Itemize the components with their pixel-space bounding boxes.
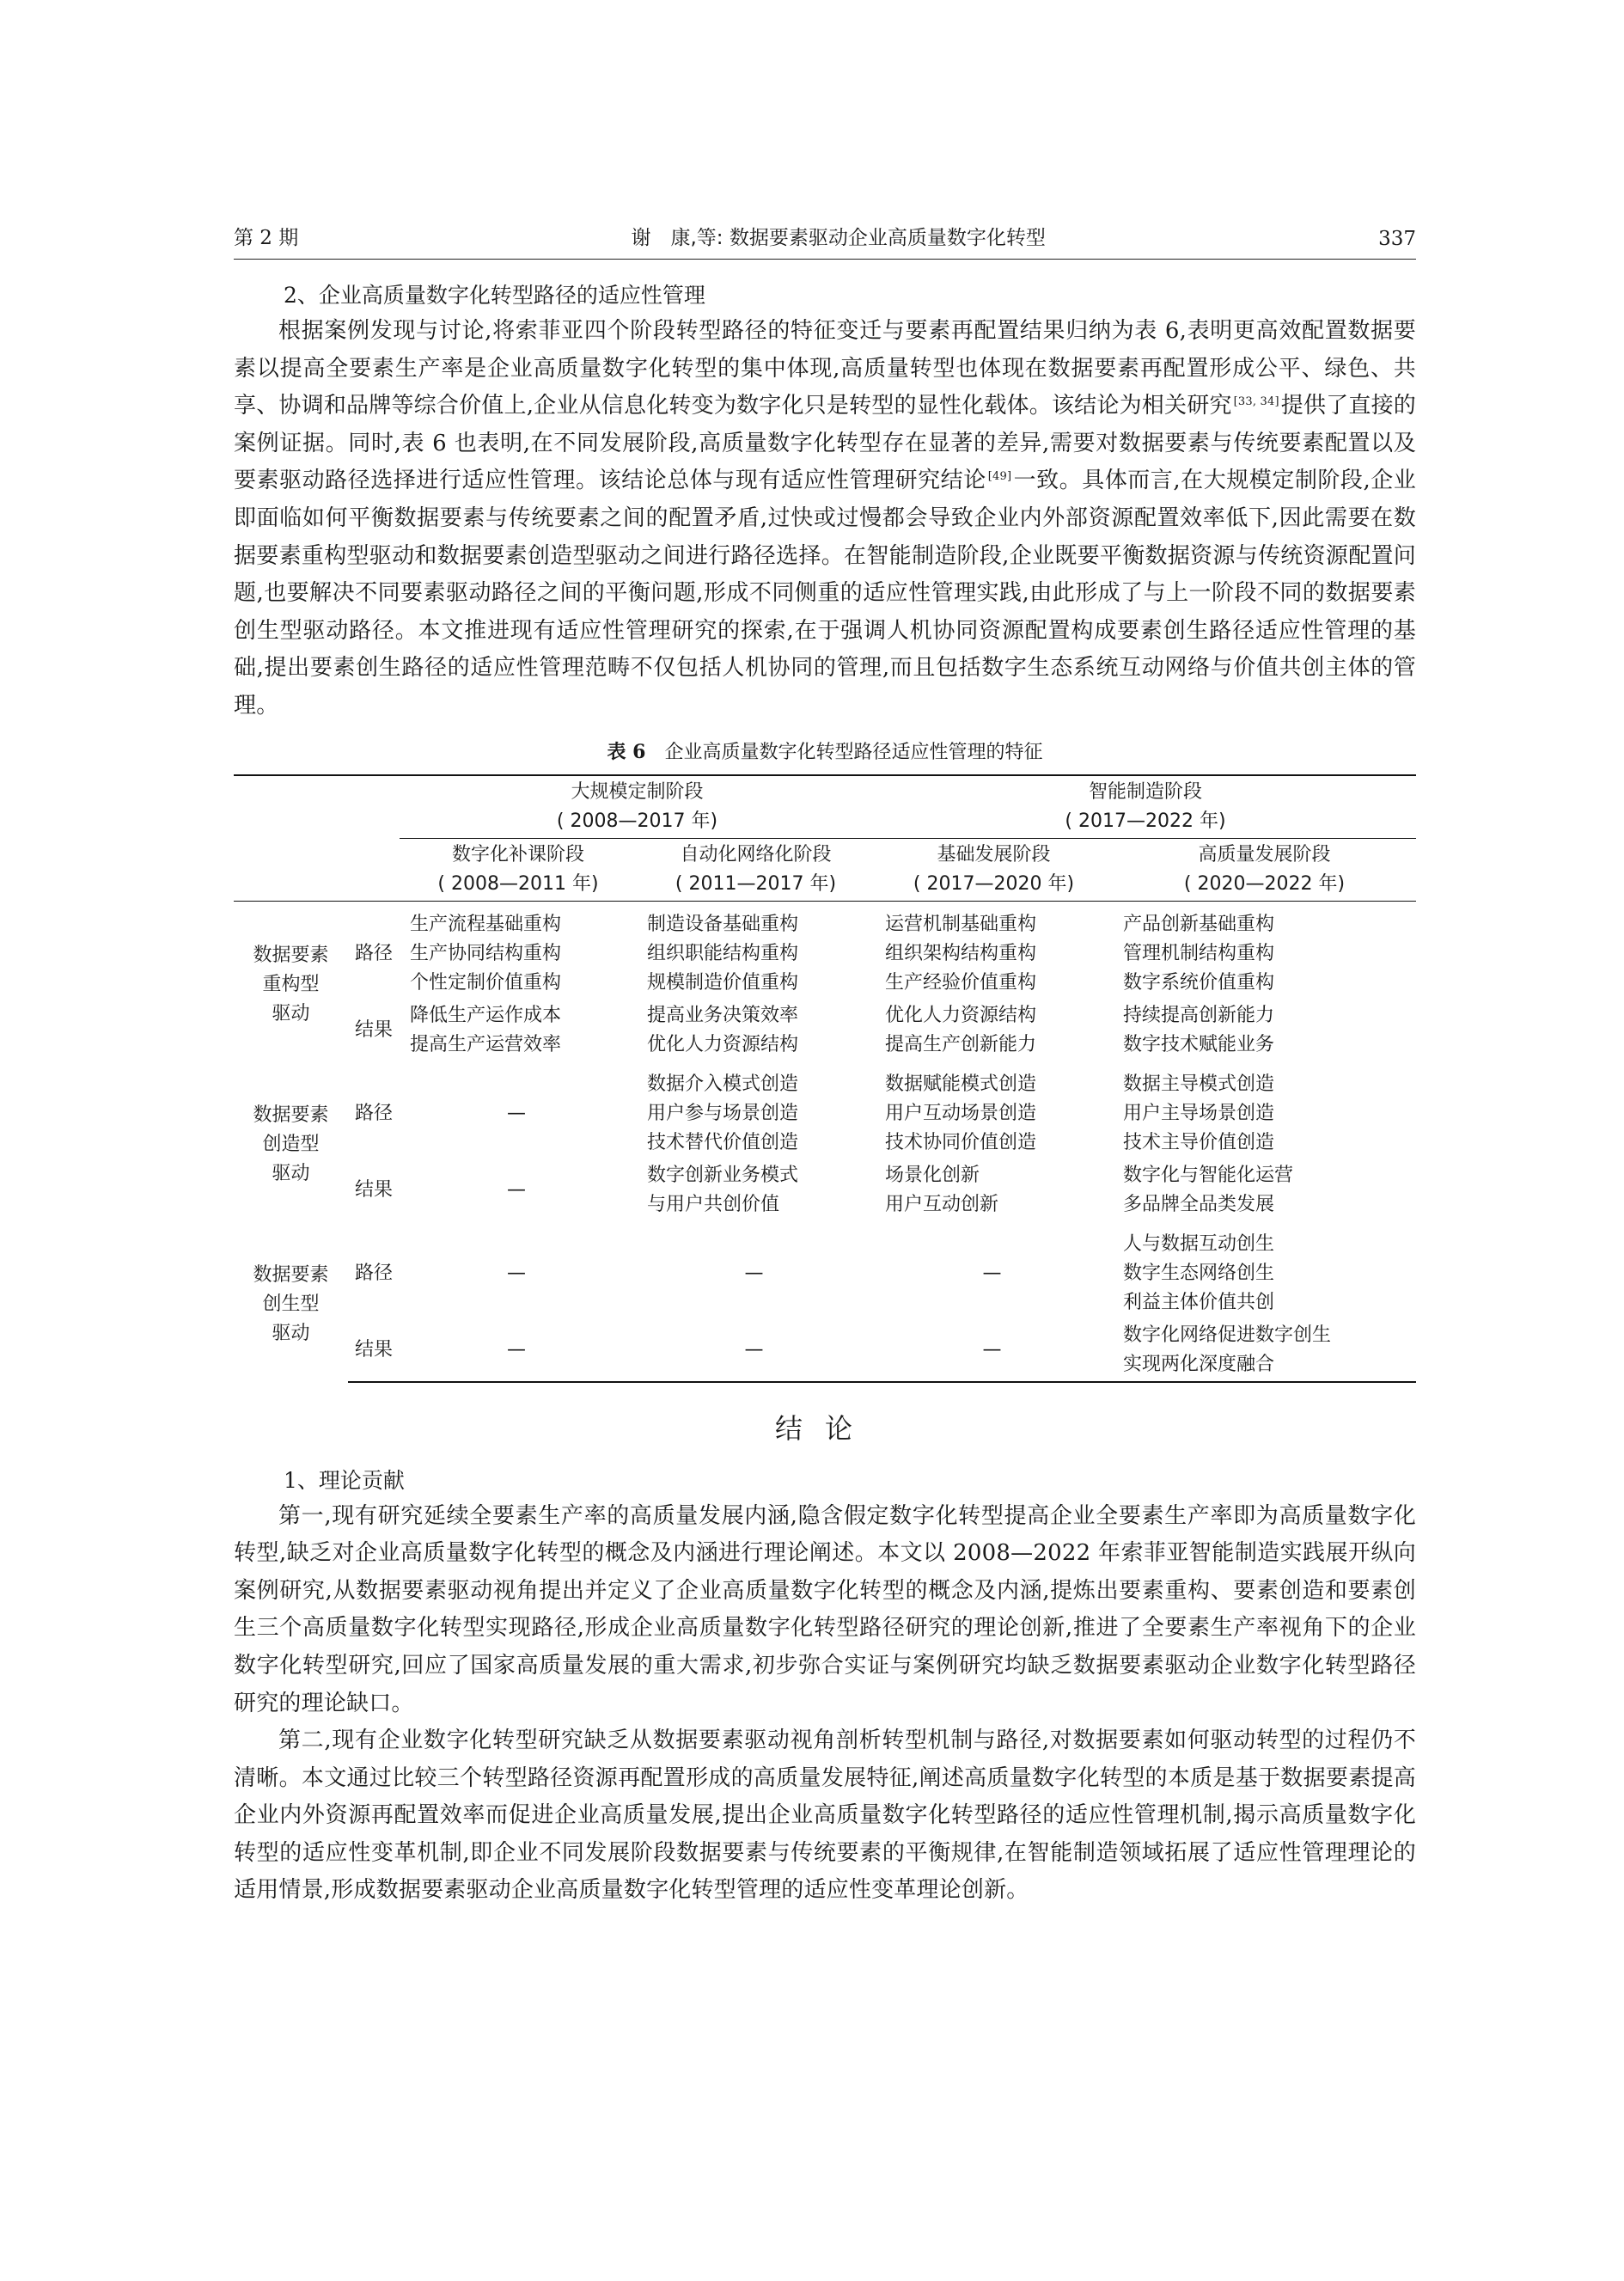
body-paragraph xyxy=(234,313,1416,725)
stage-years: ( 2017—2020 年) xyxy=(913,872,1075,895)
table-row xyxy=(234,1159,1416,1221)
table-cell: — xyxy=(507,1102,526,1124)
table-cell: 制造设备基础重构 组织职能结构重构 规模制造价值重构 xyxy=(647,913,799,994)
table-cell: — xyxy=(400,1319,637,1382)
phase-years: ( 2017—2022 年) xyxy=(1065,810,1226,832)
table-cell: — xyxy=(507,1262,526,1284)
corner-cell xyxy=(234,838,348,901)
body-paragraph: 第一,现有研究延续全要素生产率的高质量发展内涵,隐含假定数字化转型提高企业全要素生产率即为高质量数字化转型,缺乏对企业高质量数字化转型的概念及内涵进行理论阐述。本文以 2008—2022 年索菲亚智能制造实践展开纵向案例研究,从数据要素驱动视角提出并定义了企业高质量数字化转型的概念及内涵,提炼出要素重构、要素创造和要素创生三个高质量数字化转型实现路径,形成企业高质量数字化转型路径研究的理论创新,推进了全要素生产率视角下的企业数字化转型研究,回应了国家高质量发展的重大需求,初步弥合实证与案例研究均缺乏数据要素驱动企业数字化转型路径研究的理论缺口。 xyxy=(234,1502,1416,1716)
stage-years: ( 2008—2011 年) xyxy=(437,872,599,895)
conclusion-heading: 结论 xyxy=(774,1411,875,1445)
table-cell: — xyxy=(982,1262,1002,1284)
paragraph-text: 提供了直接的案例证据。同时,表 6 也表明,在不同发展阶段,高质量数字化转型存在显著的差异,需要对数据要素与传统要素配置以及要素驱动路径选择进行适应性管理。该结论总体与现有适应性管理研究结论 xyxy=(234,393,1416,494)
stage-header xyxy=(1113,838,1416,901)
corner-cell xyxy=(234,775,348,839)
table-cell: 降低生产运作成本 提高生产运营效率 xyxy=(410,1004,562,1055)
table-cell: 数据赋能模式创造 用户互动场景创造 技术协同价值创造 xyxy=(885,1073,1037,1153)
row-label: 路径 xyxy=(354,1102,393,1124)
stage-header xyxy=(400,838,637,901)
subsection-heading: 1、理论贡献 xyxy=(284,1467,405,1493)
table-row xyxy=(234,1061,1416,1159)
table-cell: 数字化与智能化运营 多品牌全品类发展 xyxy=(1123,1164,1294,1215)
issue-number: 第 2 期 xyxy=(234,227,299,249)
table-number: 表 6 xyxy=(607,740,646,763)
corner-cell xyxy=(348,775,400,839)
table-cell: 数字创新业务模式 与用户共创价值 xyxy=(647,1164,799,1215)
running-title: 谢 康,等: 数据要素驱动企业高质量数字化转型 xyxy=(631,227,1046,249)
stage-header xyxy=(637,838,875,901)
stage-header xyxy=(875,838,1113,901)
stage-years: ( 2020—2022 年) xyxy=(1183,872,1346,895)
row-label: 路径 xyxy=(354,942,393,964)
stage-name: 数字化补课阶段 xyxy=(451,843,584,865)
row-label: 结果 xyxy=(354,1178,393,1201)
phase-name: 大规模定制阶段 xyxy=(571,780,704,803)
table-cell: 数据主导模式创造 用户主导场景创造 技术主导价值创造 xyxy=(1123,1073,1275,1153)
table-row xyxy=(234,901,1416,1000)
row-label: 路径 xyxy=(354,1262,393,1284)
table-cell: 优化人力资源结构 提高生产创新能力 xyxy=(885,1004,1037,1055)
table-cell: 产品创新基础重构 管理机制结构重构 数字系统价值重构 xyxy=(1123,913,1275,994)
table-row xyxy=(234,1319,1416,1382)
table-title: 企业高质量数字化转型路径适应性管理的特征 xyxy=(664,741,1043,763)
phase-years: ( 2008—2017 年) xyxy=(556,810,718,832)
table-cell: 人与数据互动创生 数字生态网络创生 利益主体价值共创 xyxy=(1123,1232,1275,1313)
table-cell: 运营机制基础重构 组织架构结构重构 生产经验价值重构 xyxy=(885,913,1037,994)
corner-cell xyxy=(348,838,400,901)
table-cell: 生产流程基础重构 生产协同结构重构 个性定制价值重构 xyxy=(410,913,562,994)
phase-header xyxy=(400,775,875,839)
row-group-label: 数据要素 创造型 驱动 xyxy=(253,1104,329,1184)
stage-name: 自动化网络化阶段 xyxy=(680,843,832,865)
journal-page xyxy=(234,222,1416,1910)
row-group-label: 数据要素 重构型 驱动 xyxy=(253,944,329,1024)
table-cell: — xyxy=(744,1262,764,1284)
page-number: 337 xyxy=(1378,228,1416,250)
table-cell: — xyxy=(507,1178,526,1201)
table-cell: — xyxy=(637,1319,875,1382)
stage-name: 基础发展阶段 xyxy=(937,843,1051,865)
row-label: 结果 xyxy=(354,1018,393,1041)
row-label: 结果 xyxy=(348,1319,400,1382)
stage-years: ( 2011—2017 年) xyxy=(675,872,837,895)
citation: [49] xyxy=(987,469,1012,483)
table-cell: — xyxy=(875,1319,1113,1382)
table-row xyxy=(234,1000,1416,1061)
body-paragraph: 第二,现有企业数字化转型研究缺乏从数据要素驱动视角剖析转型机制与路径,对数据要素如何驱动转型的过程仍不清晰。本文通过比较三个转型路径资源再配置形成的高质量发展特征,阐述高质量数字化转型的本质是基于数据要素提高企业内外资源再配置效率而促进企业高质量发展,提出企业高质量数字化转型路径的适应性管理机制,揭示高质量数字化转型的适应性变革机制,即企业不同发展阶段数据要素与传统要素的平衡规律,在智能制造领域拓展了适应性管理理论的适用情景,形成数据要素驱动企业高质量数字化转型管理的适应性变革理论创新。 xyxy=(234,1728,1416,1904)
table-header-row xyxy=(234,775,1416,839)
section-heading: 2、企业高质量数字化转型路径的适应性管理 xyxy=(284,283,705,308)
table-cell: 场景化创新 用户互动创新 xyxy=(885,1164,999,1215)
phase-name: 智能制造阶段 xyxy=(1088,780,1202,803)
table-row xyxy=(234,1221,1416,1319)
paragraph-text: 根据案例发现与讨论,将索菲亚四个阶段转型路径的特征变迁与要素再配置结果归纳为表 6,表明更高效配置数据要素以提高全要素生产率是企业高质量数字化转型的集中体现,高质量转型也体现在数据要素再配置形成公平、绿色、共享、协调和品牌等综合价值上,企业从信息化转变为数字化只是转型的显性化载体。该结论为相关研究 xyxy=(234,318,1416,419)
citation: [33, 34] xyxy=(1233,394,1279,408)
stage-name: 高质量发展阶段 xyxy=(1198,843,1331,865)
table-caption xyxy=(234,737,1416,764)
row-group-label: 数据要素 创生型 驱动 xyxy=(253,1264,329,1345)
running-header xyxy=(234,222,1416,260)
table-cell: 数据介入模式创造 用户参与场景创造 技术替代价值创造 xyxy=(647,1073,799,1153)
table-header-row xyxy=(234,838,1416,901)
table-cell: 数字化网络促进数字创生 实现两化深度融合 xyxy=(1113,1319,1416,1382)
paragraph-text: 一致。具体而言,在大规模定制阶段,企业即面临如何平衡数据要素与传统要素之间的配置矛盾,过快或过慢都会导致企业内外部资源配置效率低下,因此需要在数据要素重构型驱动和数据要素创造型驱动之间进行路径选择。在智能制造阶段,企业既要平衡数据资源与传统资源配置问题,也要解决不同要素驱动路径之间的平衡问题,形成不同侧重的适应性管理实践,由此形成了与上一阶段不同的数据要素创生型驱动路径。本文推进现有适应性管理研究的探索,在于强调人机协同资源配置构成要素创生路径适应性管理的基础,提出要素创生路径的适应性管理范畴不仅包括人机协同的管理,而且包括数字生态系统互动网络与价值共创主体的管理。 xyxy=(234,468,1416,719)
phase-header xyxy=(875,775,1416,839)
table-6 xyxy=(234,774,1416,1383)
table-cell: 提高业务决策效率 优化人力资源结构 xyxy=(647,1004,799,1055)
table-cell: 持续提高创新能力 数字技术赋能业务 xyxy=(1123,1004,1275,1055)
